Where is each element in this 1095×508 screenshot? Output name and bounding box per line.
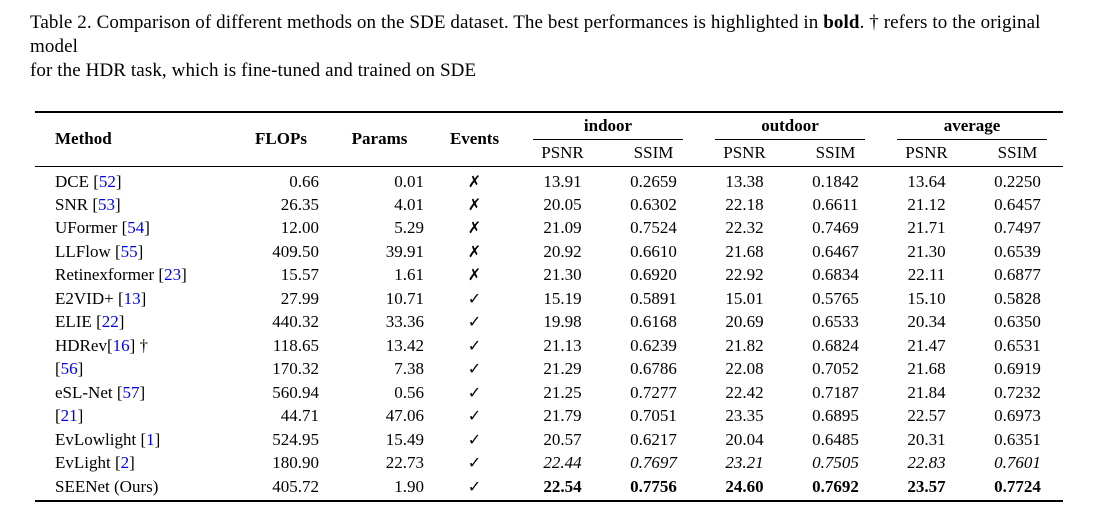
flops-value: 26.35 bbox=[280, 194, 319, 214]
params-value: 47.06 bbox=[385, 406, 424, 426]
flops-value: 15.57 bbox=[280, 265, 319, 285]
metric-value: 0.7692 bbox=[790, 475, 881, 501]
events-cell bbox=[432, 381, 517, 405]
flops-value: 560.94 bbox=[272, 382, 319, 402]
metric-value: 0.6485 bbox=[812, 429, 859, 449]
cross-icon: ✗ bbox=[467, 265, 482, 285]
metric-value: 0.7497 bbox=[994, 218, 1041, 238]
table-caption bbox=[30, 11, 1067, 83]
citation-link[interactable]: 1 bbox=[146, 429, 155, 449]
events-cell bbox=[432, 357, 517, 381]
params-value: 10.71 bbox=[385, 288, 424, 308]
metric-value: 0.6834 bbox=[812, 265, 859, 285]
citation-link[interactable]: 54 bbox=[127, 218, 145, 238]
metric-value: 0.6973 bbox=[994, 406, 1041, 426]
metric-value: 0.7601 bbox=[994, 453, 1041, 473]
metric-value: 20.31 bbox=[907, 429, 946, 449]
metric-value: 13.38 bbox=[725, 171, 764, 191]
params-value: 4.01 bbox=[394, 194, 424, 214]
events-cell bbox=[432, 166, 517, 193]
metric-value: 20.34 bbox=[907, 312, 946, 332]
citation-link[interactable]: 2 bbox=[120, 453, 130, 473]
metric-value: 0.1842 bbox=[812, 171, 859, 191]
group-label-outdoor: outdoor bbox=[715, 115, 865, 140]
events-cell bbox=[432, 287, 517, 311]
table-row bbox=[35, 357, 1063, 381]
col-group-indoor bbox=[517, 112, 699, 140]
table-row bbox=[35, 428, 1063, 452]
metric-value: 0.7051 bbox=[630, 406, 677, 426]
table-row bbox=[35, 287, 1063, 311]
cross-icon: ✗ bbox=[467, 241, 482, 261]
events-cell bbox=[432, 240, 517, 264]
metric-value: 0.7469 bbox=[812, 218, 859, 238]
metric-value: 15.01 bbox=[725, 288, 764, 308]
metric-value: 21.68 bbox=[725, 241, 764, 261]
flops-value: 440.32 bbox=[272, 312, 319, 332]
metric-value: 21.09 bbox=[543, 218, 582, 238]
metric-value: 24.60 bbox=[699, 475, 790, 501]
caption-text-3: for the HDR task, which is fine-tuned and trained on SDE bbox=[30, 60, 477, 81]
flops-value: 170.32 bbox=[272, 359, 319, 379]
events-cell bbox=[432, 193, 517, 217]
caption-text-1: Table 2. Comparison of different methods on the SDE dataset. The best performances is highlighted in bbox=[30, 12, 824, 33]
params-value: 0.56 bbox=[394, 382, 424, 402]
metric-value: 0.7277 bbox=[630, 382, 677, 402]
metric-value: 0.2250 bbox=[994, 171, 1041, 191]
metric-value: 0.7052 bbox=[812, 359, 859, 379]
events-cell bbox=[432, 404, 517, 428]
metric-value: 21.30 bbox=[907, 241, 946, 261]
table-row bbox=[35, 310, 1063, 334]
metric-value: 0.6824 bbox=[812, 335, 859, 355]
flops-value: 0.66 bbox=[289, 171, 319, 191]
check-icon: ✓ bbox=[467, 406, 482, 426]
metric-value: 21.12 bbox=[907, 194, 946, 214]
col-header-average-psnr: PSNR bbox=[881, 140, 972, 166]
metric-value: 21.30 bbox=[543, 265, 582, 285]
metric-value: 22.08 bbox=[725, 359, 764, 379]
params-value: 1.61 bbox=[394, 265, 424, 285]
check-icon: ✓ bbox=[467, 453, 482, 473]
col-header-indoor-ssim: SSIM bbox=[608, 140, 699, 166]
flops-value: 180.90 bbox=[272, 453, 319, 473]
params-value: 13.42 bbox=[385, 335, 424, 355]
results-table bbox=[35, 111, 1063, 502]
metric-value: 0.6920 bbox=[630, 265, 677, 285]
check-icon: ✓ bbox=[467, 429, 482, 449]
params-value: 22.73 bbox=[385, 453, 424, 473]
metric-value: 0.7187 bbox=[812, 382, 859, 402]
flops-value: 405.72 bbox=[235, 475, 327, 501]
events-cell bbox=[432, 216, 517, 240]
metric-value: 0.2659 bbox=[630, 171, 677, 191]
table-row bbox=[35, 216, 1063, 240]
metric-value: 0.7697 bbox=[630, 453, 677, 473]
metric-value: 20.92 bbox=[543, 241, 582, 261]
metric-value: 0.6351 bbox=[994, 429, 1041, 449]
col-header-outdoor-psnr: PSNR bbox=[699, 140, 790, 166]
table-row bbox=[35, 240, 1063, 264]
metric-value: 21.13 bbox=[543, 335, 582, 355]
metric-value: 0.6610 bbox=[630, 241, 677, 261]
col-header-indoor-psnr: PSNR bbox=[517, 140, 608, 166]
metric-value: 21.25 bbox=[543, 382, 582, 402]
check-icon: ✓ bbox=[467, 335, 482, 355]
flops-value: 12.00 bbox=[280, 218, 319, 238]
cross-icon: ✗ bbox=[467, 194, 482, 214]
flops-value: 118.65 bbox=[272, 335, 319, 355]
metric-value: 0.5891 bbox=[630, 288, 677, 308]
method-cell: [21] bbox=[55, 406, 84, 426]
metric-value: 0.7724 bbox=[972, 475, 1063, 501]
metric-value: 21.82 bbox=[725, 335, 764, 355]
col-header-outdoor-ssim: SSIM bbox=[790, 140, 881, 166]
col-header-average-ssim: SSIM bbox=[972, 140, 1063, 166]
col-header-events: Events bbox=[432, 112, 517, 166]
params-value: 0.01 bbox=[394, 171, 424, 191]
method-cell: ELIE [22] bbox=[55, 312, 125, 332]
citation-link[interactable]: 23 bbox=[164, 265, 182, 285]
citation-link[interactable]: 21 bbox=[60, 406, 78, 426]
method-cell: E2VID+ [13] bbox=[55, 288, 147, 308]
citation-link[interactable]: 53 bbox=[98, 194, 115, 214]
metric-value: 0.6239 bbox=[630, 335, 677, 355]
caption-text-2: . † refers to the original model bbox=[30, 12, 1041, 57]
group-label-average: average bbox=[897, 115, 1047, 140]
table-row bbox=[35, 381, 1063, 405]
check-icon: ✓ bbox=[467, 382, 482, 402]
table-row bbox=[35, 451, 1063, 475]
params-value: 33.36 bbox=[385, 312, 424, 332]
citation-link[interactable]: 52 bbox=[98, 171, 116, 191]
metric-value: 22.11 bbox=[907, 265, 946, 285]
citation-link[interactable]: 16 bbox=[112, 335, 130, 355]
cross-icon: ✗ bbox=[467, 171, 482, 191]
metric-value: 21.47 bbox=[907, 335, 946, 355]
metric-value: 22.42 bbox=[725, 382, 764, 402]
metric-value: 21.84 bbox=[907, 382, 946, 402]
metric-value: 23.35 bbox=[725, 406, 764, 426]
metric-value: 0.7505 bbox=[812, 453, 859, 473]
flops-value: 44.71 bbox=[280, 406, 319, 426]
metric-value: 0.6168 bbox=[630, 312, 677, 332]
metric-value: 22.32 bbox=[725, 218, 764, 238]
metric-value: 23.57 bbox=[881, 475, 972, 501]
metric-value: 0.6786 bbox=[630, 359, 677, 379]
metric-value: 0.6531 bbox=[994, 335, 1041, 355]
metric-value: 0.7756 bbox=[608, 475, 699, 501]
method-cell: SEENet (Ours) bbox=[35, 475, 235, 501]
metric-value: 22.18 bbox=[725, 194, 764, 214]
cross-icon: ✗ bbox=[467, 218, 482, 238]
flops-value: 524.95 bbox=[272, 429, 319, 449]
method-cell: LLFlow [55] bbox=[55, 241, 144, 261]
citation-link[interactable]: 22 bbox=[101, 312, 119, 332]
metric-value: 0.5765 bbox=[812, 288, 859, 308]
check-icon: ✓ bbox=[467, 312, 482, 332]
metric-value: 15.19 bbox=[543, 288, 582, 308]
metric-value: 0.6217 bbox=[630, 429, 677, 449]
method-cell: Retinexformer [23] bbox=[55, 265, 187, 285]
metric-value: 23.21 bbox=[725, 453, 764, 473]
metric-value: 0.5828 bbox=[994, 288, 1041, 308]
method-cell: DCE [52] bbox=[55, 171, 122, 191]
citation-link[interactable]: 55 bbox=[120, 241, 138, 261]
metric-value: 22.54 bbox=[517, 475, 608, 501]
metric-value: 22.57 bbox=[907, 406, 946, 426]
metric-value: 22.92 bbox=[725, 265, 764, 285]
col-header-method: Method bbox=[35, 112, 235, 166]
metric-value: 20.69 bbox=[725, 312, 764, 332]
table-row bbox=[35, 334, 1063, 358]
metric-value: 21.71 bbox=[907, 218, 946, 238]
metric-value: 21.68 bbox=[907, 359, 946, 379]
metric-value: 20.57 bbox=[543, 429, 582, 449]
table-row bbox=[35, 193, 1063, 217]
col-header-params: Params bbox=[327, 112, 432, 166]
events-cell bbox=[432, 310, 517, 334]
events-cell bbox=[432, 451, 517, 475]
metric-value: 21.79 bbox=[543, 406, 582, 426]
metric-value: 0.6539 bbox=[994, 241, 1041, 261]
col-header-flops: FLOPs bbox=[235, 112, 327, 166]
table-body bbox=[35, 166, 1063, 501]
metric-value: 20.04 bbox=[725, 429, 764, 449]
table-row bbox=[35, 263, 1063, 287]
header-row-groups bbox=[35, 112, 1063, 140]
flops-value: 409.50 bbox=[272, 241, 319, 261]
metric-value: 0.6611 bbox=[812, 194, 859, 214]
params-value: 5.29 bbox=[394, 218, 424, 238]
method-cell: EvLowlight [1] bbox=[55, 429, 161, 449]
metric-value: 0.6302 bbox=[630, 194, 677, 214]
metric-value: 0.7524 bbox=[630, 218, 677, 238]
col-group-average bbox=[881, 112, 1063, 140]
col-group-outdoor bbox=[699, 112, 881, 140]
group-label-indoor: indoor bbox=[533, 115, 683, 140]
flops-value: 27.99 bbox=[280, 288, 319, 308]
method-cell: SNR [53] bbox=[55, 194, 121, 214]
method-cell: eSL-Net [57] bbox=[55, 382, 146, 402]
metric-value: 22.44 bbox=[543, 453, 582, 473]
caption-bold-word: bold bbox=[823, 12, 860, 33]
params-value: 15.49 bbox=[385, 429, 424, 449]
params-value: 39.91 bbox=[385, 241, 424, 261]
metric-value: 20.05 bbox=[543, 194, 582, 214]
method-cell: HDRev[16] † bbox=[55, 335, 149, 355]
params-value: 7.38 bbox=[394, 359, 424, 379]
params-value: 1.90 bbox=[327, 475, 432, 501]
method-cell: UFormer [54] bbox=[55, 218, 150, 238]
metric-value: 0.6350 bbox=[994, 312, 1041, 332]
metric-value: 0.6877 bbox=[994, 265, 1041, 285]
events-cell bbox=[432, 263, 517, 287]
metric-value: 13.64 bbox=[907, 171, 946, 191]
metric-value: 15.10 bbox=[907, 288, 946, 308]
metric-value: 21.29 bbox=[543, 359, 582, 379]
events-cell bbox=[432, 334, 517, 358]
metric-value: 0.6895 bbox=[812, 406, 859, 426]
check-icon: ✓ bbox=[467, 476, 482, 496]
events-cell bbox=[432, 428, 517, 452]
table-row bbox=[35, 404, 1063, 428]
metric-value: 0.6457 bbox=[994, 194, 1041, 214]
metric-value: 19.98 bbox=[543, 312, 582, 332]
method-cell: EvLight [2] bbox=[55, 453, 135, 473]
method-cell: [56] bbox=[55, 359, 84, 379]
metric-value: 0.6467 bbox=[812, 241, 859, 261]
metric-value: 0.6533 bbox=[812, 312, 859, 332]
metric-value: 22.83 bbox=[907, 453, 946, 473]
check-icon: ✓ bbox=[467, 288, 482, 308]
citation-link[interactable]: 57 bbox=[122, 382, 140, 402]
citation-link[interactable]: 13 bbox=[123, 288, 141, 308]
table-row bbox=[35, 166, 1063, 193]
metric-value: 0.6919 bbox=[994, 359, 1041, 379]
metric-value: 13.91 bbox=[543, 171, 582, 191]
citation-link[interactable]: 56 bbox=[60, 359, 78, 379]
check-icon: ✓ bbox=[467, 359, 482, 379]
metric-value: 0.7232 bbox=[994, 382, 1041, 402]
